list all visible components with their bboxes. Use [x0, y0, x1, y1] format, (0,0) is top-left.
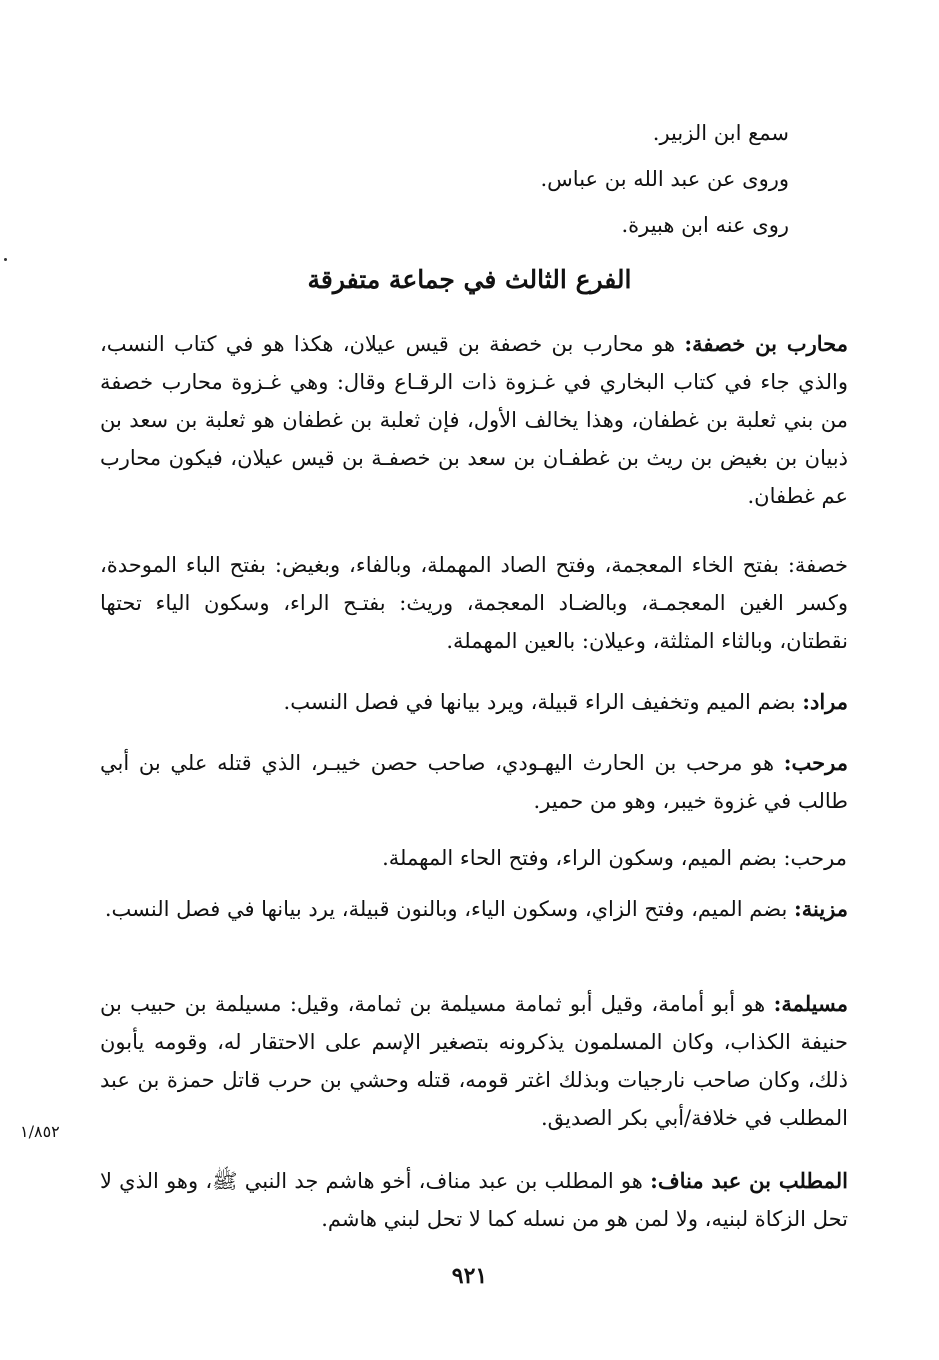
entry-term: مراد: [802, 689, 848, 714]
entry-text: بضم الميم وتخفيف الراء قبيلة، ويرد بيانها في فصل النسب. [283, 690, 803, 714]
entry-musaylima [100, 985, 848, 1137]
header-line-1: سمع ابن الزبير. [652, 121, 789, 145]
header-line-3: روى عنه ابن هبيرة. [621, 213, 789, 237]
entry-khasafa-note [100, 546, 848, 660]
section-title: الفرع الثالث في جماعة متفرقة [307, 265, 632, 294]
margin-note: ١/٨٥٢ [20, 1122, 60, 1141]
entry-marhab [100, 744, 848, 820]
entry-text: هو مرحب بن الحارث اليهـودي، صاحب حصن خيبـر، الذي قتله علي بن أبي طالب في غزوة خيبر، وهو من حمير. [100, 751, 848, 813]
entry-muttalib [100, 1162, 848, 1238]
entry-term: مسيلمة: [773, 991, 848, 1016]
entry-text: مرحب: بضم الميم، وسكون الراء، وفتح الحاء المهملة. [382, 846, 847, 870]
entry-text: هو أبو أمامة، وقيل أبو ثمامة مسيلمة بن ثمامة، وقيل: مسيلمة بن حبيب بن حنيفة الكذاب، وكان المسلمون يذكرونه بتصغير الإسم على الاحتقار له، وقومه يأبون ذلك، وكان صاحب نارجيات وبذلك اغتر قومه، قتله وحشي بن حرب قاتل حمزة بن عبد المطلب في خلافة/أبي بكر الصديق. [100, 992, 848, 1130]
entry-term: محارب بن خصفة: [684, 331, 848, 356]
entry-text: هو محارب بن خصفة بن قيس عيلان، هكذا هو في كتاب النسب، والذي جاء في كتاب البخاري في غـزوة ذات الرقـاع وقال: وهي غـزوة محارب خصفة من بني ثعلبة بن غطفان، وهذا يخالف الأول، فإن ثعلبة بن غطفان هو ثعلبة بن سعد بن ذبيان بن بغيض بن ريث بن غطفـان بن سعد بن خصفـة بن قيس عيلان، فيكون محارب عم غطفان. [100, 332, 848, 508]
entry-muharib [100, 325, 848, 515]
entry-text: خصفة: بفتح الخاء المعجمة، وفتح الصاد المهملة، وبالفاء، وبغيض: بفتح الباء الموحدة، وكسر الغين المعجمـة، وبالضـاد المعجمة، وريث: بفتـح الراء، وسكون الياء تحتها نقطتان، وبالثاء المثلثة، وعيلان: بالعين المهملة. [100, 553, 848, 653]
entry-muzayna [100, 890, 848, 928]
entry-term: مرحب: [783, 750, 848, 775]
entry-term: المطلب بن عبد مناف: [650, 1168, 848, 1193]
entry-text: بضم الميم، وفتح الزاي، وسكون الياء، وبالنون قبيلة، يرد بيانها في فصل النسب. [104, 897, 794, 921]
page-number: ٩٢١ [451, 1263, 488, 1289]
entry-term: مزينة: [793, 896, 848, 921]
entry-murad [100, 683, 848, 721]
entry-marhab-note [382, 839, 847, 877]
entry-text: هو المطلب بن عبد مناف، أخو هاشم جد النبي ﷺ، وهو الذي لا تحل الزكاة لبنيه، ولا لمن هو من نسله كما لا تحل لبني هاشم. [100, 1169, 848, 1231]
header-line-2: وروى عن عبد الله بن عباس. [540, 167, 789, 191]
